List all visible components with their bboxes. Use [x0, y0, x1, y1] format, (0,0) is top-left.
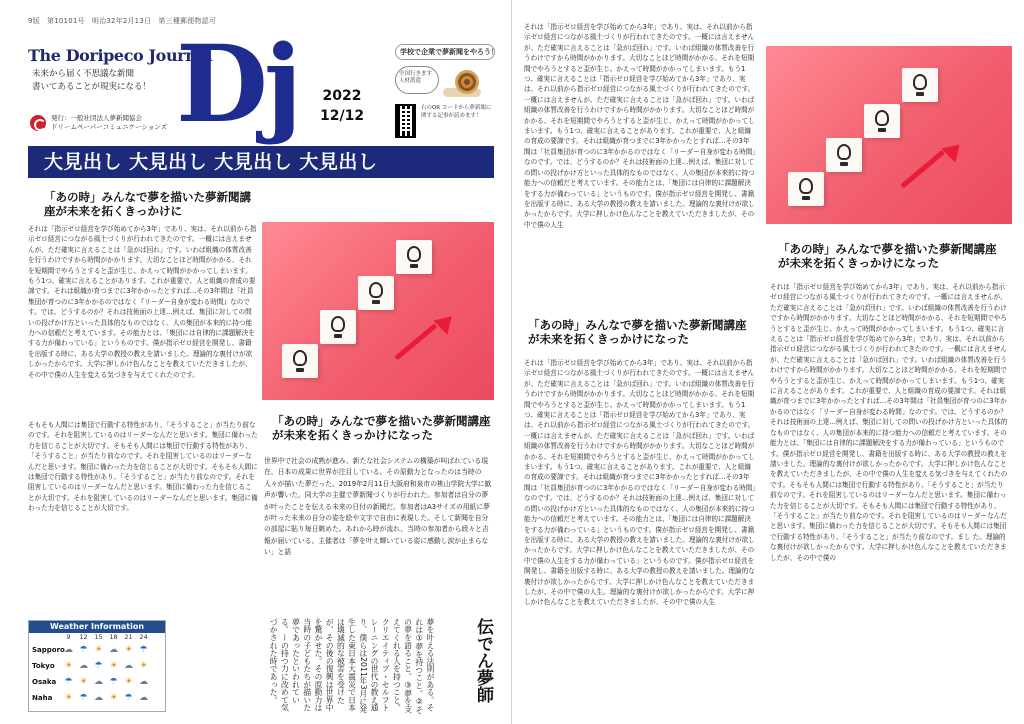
article1-title: 「あの時」みんなで夢を描いた夢新聞講座が未来を拓くきっかけに [44, 190, 251, 218]
right-col1-body: それは「指示ゼロ経営を学び始めてから3年」であり、実は、それ以前から指示ゼロ経営につながる風土づくりが行われてきたのです。一概には言えませんが、ただ確実に言えることは「急がば回れ」です。いわば組織の体質改善を行うわけですから時間がかかります。大切なことほど時間がかかる、それを短期間でやろうとすると歪が生じ、かえって時間がかかってしまいます。もう1つ、確実に言えることは「指示ゼロ経営を学び始めてから3年」であり、実は、それ以前から指示ゼロ経営につながる風土づくりが行われてきたのです。一概には言えませんが、ただ確実に言えることは「急がば回れ」です。いわば組織の体質改善を行うわけですから時間がかかります。大切なことほど時間がかかる、それを短期間でやろうとすると歪が生じ、かえって時間がかかってしまいます。もう1つ、確実に言えることがあります。これが重要で、人と組織の育成の要諦です。それは組織が育つまでに3年かかったとすれば…その3年間は「社員集団が育つのに3年かかるのではなく「リーダー自身が変わる時間」なのです。では、どうするのか？それは技術面の上達…例えば、集団に対しての問いの投げかけ方といった具体的なものではなく、人の集団が本来的に持つ能力への信頼だと考えています。その能力とは、「集団には自律的に課題解決をする力が備わっている」というものです。僕が指示ゼロ経営を開発し、書籍を出版する時に、ある大学の教授の教えを請いました。理論的な裏付けが欲しかったからです。大学に押しかけ色んなことを教えていただきましたが、その中で僕の人生 [524, 23, 756, 229]
weather-day: 21 [124, 633, 133, 641]
lightbulb-block-icon [320, 310, 356, 344]
sun-icon: ☀ [79, 677, 88, 687]
lightbulb-block-icon [396, 240, 432, 274]
rain-icon: ☂ [79, 693, 88, 703]
lightbulb-block-icon [826, 138, 862, 172]
publisher-line-2: ドリームペーパーコミュニケーションズ [51, 123, 168, 131]
column-title: 伝でん夢師 [473, 618, 493, 703]
main-headline-banner: 大見出し 大見出し 大見出し 大見出し [28, 146, 494, 178]
cloud-icon: ☁ [124, 661, 133, 671]
weather-day: 24 [139, 633, 148, 641]
tagline-line-2: 書いてあることが現実になる！ [32, 82, 152, 92]
rain-icon: ☂ [139, 645, 148, 655]
cloud-icon: ☁ [94, 693, 103, 703]
article2-body: 世界中で社会の成熟が進み、新たな社会システムの構築が叫ばれている現在、日本の成果に世界が注目している。その原動力となったのは当時の人々が描いた夢だった。2019年2月11日大阪府和泉市の桃山学院大学に歓声が響いた。同大学の主催で夢新聞づくりが行われた。参加者は自分の夢が叶ったことを伝える未来の日付の新聞だ。参加者はA3サイズの用紙に夢が叶った未来の自分の姿を絵や文字で自由に表現した。そして新聞を自分の部屋に貼り毎日眺めた。あれから時が流れ、当時の参加者から続々と吉報が届いている。主催者は「夢を叶え輝いている姿に感動し涙が止まらない」と語 [264, 457, 492, 557]
lightbulb-block-icon [358, 276, 394, 310]
weather-city: Sapporo [32, 646, 65, 654]
lightbulb-block-icon [864, 104, 900, 138]
rain-icon: ☂ [109, 677, 118, 687]
cloud-icon: ☁ [64, 645, 73, 655]
publisher-logo-icon [30, 115, 46, 131]
cloud-icon: ☁ [139, 693, 148, 703]
weather-day: 9 [66, 633, 71, 641]
lightbulb-block-icon [788, 172, 824, 206]
promo-qr-row [395, 104, 495, 138]
tagline [32, 68, 151, 94]
sun-icon: ☀ [124, 677, 133, 687]
promo-box [395, 44, 498, 138]
weather-row [29, 690, 165, 706]
weather-rows [29, 642, 165, 706]
tagline-line-1: 未来から届く不思議な新聞 [32, 69, 135, 79]
growth-arrowhead-icon [433, 309, 458, 334]
cloud-icon: ☁ [79, 661, 88, 671]
sun-icon: ☀ [109, 693, 118, 703]
growth-arrow-icon [900, 150, 945, 189]
sun-icon: ☀ [64, 693, 73, 703]
cloud-icon: ☁ [139, 677, 148, 687]
qr-code-icon[interactable] [395, 104, 416, 138]
right-page [512, 0, 1024, 724]
journal-title: The Doripeco Journal [28, 46, 213, 65]
rain-icon: ☂ [124, 693, 133, 703]
weather-city: Tokyo [32, 662, 55, 670]
cloud-icon: ☁ [109, 645, 118, 655]
cloud-icon: ☁ [94, 677, 103, 687]
weather-row [29, 674, 165, 690]
rain-icon: ☂ [64, 677, 73, 687]
weather-row [29, 658, 165, 674]
promo-bubble: 全国行きます 人材派遣 [395, 66, 439, 94]
sun-icon: ☀ [124, 645, 133, 655]
publisher [30, 114, 167, 132]
issue-date [320, 86, 364, 126]
dj-logo: Dj [176, 21, 299, 146]
right-col1-title: 「あの時」みんなで夢を描いた夢新聞講座が未来を拓くきっかけになった [528, 318, 747, 346]
right-photo-lightbulb-steps [766, 46, 1012, 224]
rain-icon: ☂ [94, 661, 103, 671]
growth-arrowhead-icon [941, 137, 966, 162]
weather-days [29, 633, 165, 642]
article-photo-lightbulb-steps [262, 222, 494, 400]
weather-title: Weather Information [29, 621, 165, 633]
publisher-text [51, 114, 167, 132]
right-col2-title: 「あの時」みんなで夢を描いた夢新聞講座が未来を拓くきっかけになった [778, 242, 997, 270]
weather-day: 15 [94, 633, 103, 641]
growth-arrow-icon [394, 323, 437, 360]
sun-icon: ☀ [139, 661, 148, 671]
article2-title: 「あの時」みんなで夢を描いた夢新聞講座が未来を拓くきっかけになった [272, 414, 491, 442]
right-col1-body-2: それは「指示ゼロ経営を学び始めてから3年」であり、実は、それ以前から指示ゼロ経営につながる風土づくりが行われてきたのです。一概には言えませんが、ただ確実に言えることは「急がば回れ」です。いわば組織の体質改善を行うわけですから時間がかかります。大切なことほど時間がかかる、それを短期間でやろうとすると歪が生じ、かえって時間がかかってしまいます。もう1つ、確実に言えることは「指示ゼロ経営を学び始めてから3年」であり、実は、それ以前から指示ゼロ経営につながる風土づくりが行われてきたのです。一概には言えませんが、ただ確実に言えることは「急がば回れ」です。いわば組織の体質改善を行うわけですから時間がかかります。大切なことほど時間がかかる、それを短期間でやろうとすると歪が生じ、かえって時間がかかってしまいます。もう1つ、確実に言えることがあります。これが重要で、人と組織の育成の要諦です。それは組織が育つまでに3年かかったとすれば…その3年間は「社員集団が育つのに3年かかるのではなく「リーダー自身が変わる時間」なのです。では、どうするのか？それは技術面の上達…例えば、集団に対しての問いの投げかけ方といった具体的なものではなく、人の集団が本来的に持つ能力への信頼だと考えています。その能力とは、「集団には自律的に課題解決をする力が備わっている」というものです。僕が指示ゼロ経営を開発し、書籍を出版する時に、ある大学の教授の教えを請いました。理論的な裏付けが欲しかったからです。大学に押しかけ色んなことを教えていただきましたが、その中で僕の人生をする力が備わっている」というものです。僕が指示ゼロ経営を開発し、書籍を出版する時に、ある大学の教授の教えを請いました。理論的な裏付けが欲しかったからです。大学に押しかけ色んなことを教えていただきましたが、その中で僕の人生。理論的な裏付けが欲しかったからです。大学に押しかけ色んなことを教えていただきましたが、その中で僕の人生 [524, 359, 756, 607]
promo-headline: 学校で企業で夢新聞をやろう！ [395, 44, 495, 60]
issue-day: 12/12 [320, 108, 365, 124]
weather-day: 12 [79, 633, 88, 641]
publisher-line-1: 発行：一般社団法人夢新聞協会 [51, 114, 142, 122]
sun-icon: ☀ [64, 661, 73, 671]
sun-icon: ☀ [109, 661, 118, 671]
rain-icon: ☂ [79, 645, 88, 655]
weather-row [29, 642, 165, 658]
issue-meta: 9版 第10101号 明治32年2月13日 第三種郵便物認可 [28, 17, 216, 25]
column-text: 夢を叶える法則がある。それは①夢を持つこと。②その夢を語ること。③夢を支えてくれる人を持つこと。クリエイティブ・セルフトレーニングの世代の教え通り、僕らは2011年3月に発生した東日本大震災で日本は壊滅的な被害を受けたが、その後の復興は世界中を驚かせた。その原動力は当時の子どもたちが描いた夢であったといわれている。ーの持つ力に改めて気づかされた時であった。 [269, 618, 435, 714]
issue-year: 2022 [322, 88, 362, 104]
lightbulb-block-icon [902, 68, 938, 102]
lightbulb-block-icon [282, 344, 318, 378]
qr-note: 右のQR コードから夢新聞に関する記事が読めます！ [420, 105, 492, 119]
right-col2-body: それは「指示ゼロ経営を学び始めてから3年」であり、実は、それ以前から指示ゼロ経営につながる風土づくりが行われてきたのです。一概には言えませんが、ただ確実に言えることは「急がば回れ」です。いわば組織の体質改善を行うわけですから時間がかかります。大切なことほど時間がかかる、それを短期間でやろうとすると歪が生じ、かえって時間がかかってしまいます。もう1つ、確実に言えることは「指示ゼロ経営を学び始めてから3年」であり、実は、それ以前から指示ゼロ経営につながる風土づくりが行われてきたのです。一概には言えませんが、ただ確実に言えることは「急がば回れ」です。いわば組織の体質改善を行うわけですから時間がかかります。大切なことほど時間がかかる、それを短期間でやろうとすると歪が生じ、かえって時間がかかってしまいます。もう1つ、確実に言えることがあります。これが重要で、人と組織の育成の要諦です。それは組織が育つまでに3年かかったとすれば…その3年間は「社員集団が育つのに3年かかるのではなく「リーダー自身が変わる時間」なのです。では、どうするのか？それは技術面の上達…例えば、集団に対しての問いの投げかけ方といった具体的なものではなく、人の集団が本来的に持つ能力への信頼だと考えています。その能力とは、「集団には自律的に課題解決をする力が備わっている」というものです。僕が指示ゼロ経営を開発し、書籍を出版する時に、ある大学の教授の教えを請いました。理論的な裏付けが欲しかったからです。大学に押しかけ色んなことを教えていただきましたが、その中で僕の人生を変える気づきを与えてくれたのです。そもそも人間には集団で行動する特性があり、「そうすること」が当たり前なのです。それを阻害しているのはリーダーなんだと思います。集団に備わった力を信じることが大切です。そもそも人間には集団で行動する特性があり、「そうすること」が当たり前なのです。それを阻害しているのはリーダーなんだと思います。集団に備わった力を信じることが大切です。そもそも人間には集団で行動する特性があり、「そうすること」が当たり前なのです。まし た。理論的な裏付けが欲しかったからです。大学に押しかけ色んなことを教えていただきましたが、その中で僕の [770, 283, 1008, 562]
article1-body: それは「指示ゼロ経営を学び始めてから3年」であり、実は、それ以前から指示ゼロ経営につながる風土づくりが行われてきたのです。一概には言えませんが、ただ確実に言えることは「急がば回れ」です。いわば組織の体質改善を行うわけですから時間がかかります。大切なことほど時間がかかる、それを短期間でやろうとすると歪が生じ、かえって時間がかかってしまいます。もう1つ、確実に言えることがあります。これが重要で、人と組織の育成の要諦です。それは組織が育つまでに3年かかったとすれば…その3年間は「社員集団が育つのに3年かかるのではなく『リーダー自身が変わる時間』なのです。では、どうするのか？それは技術面の上達…例えば、集団に対しての問いの投げかけ方といった具体的なものではなく、人の集団が本来的に持つ能力への信頼だと考えています。その能力とは、「集団には自律的に課題解決をする力が備わっている」というものです。僕が指示ゼロ経営を開発し、書籍を出版する時に、ある大学の教授の教えを請いました。理論的な裏付けが欲しかったからです。大学に押しかけ色んなことを教えていただきましたが、その中で僕の人生を変える気づきを与えてくれたのです。 [28, 225, 257, 379]
promo-body [395, 66, 495, 100]
sun-icon: ☀ [94, 645, 103, 655]
weather-box [28, 620, 166, 712]
article1-body-continued: そもそも人間には集団で行動する特性があり、「そうすること」が当たり前なのです。それを阻害しているのはリーダーなんだと思います。集団に備わった力を信じることが大切です。そもそも人間には集団で行動する特性があり、「そうすること」が当たり前なのです。それを阻害しているのはリーダーなんだと思います。集団に備わった力を信じることが大切です。そもそも人間には集団で行動する特性があり、「そうすること」が当たり前なのです。それを阻害しているのはリーダーなんだと思います。集団に備わった力を信じることが大切です。それを阻害しているのはリーダーなんだと思います。集団に備わった力を信じることが大切です。 [28, 421, 258, 513]
weather-city: Osaka [32, 678, 57, 686]
snail-mascot-icon [443, 66, 483, 100]
weather-day: 18 [109, 633, 118, 641]
weather-city: Naha [32, 694, 53, 702]
